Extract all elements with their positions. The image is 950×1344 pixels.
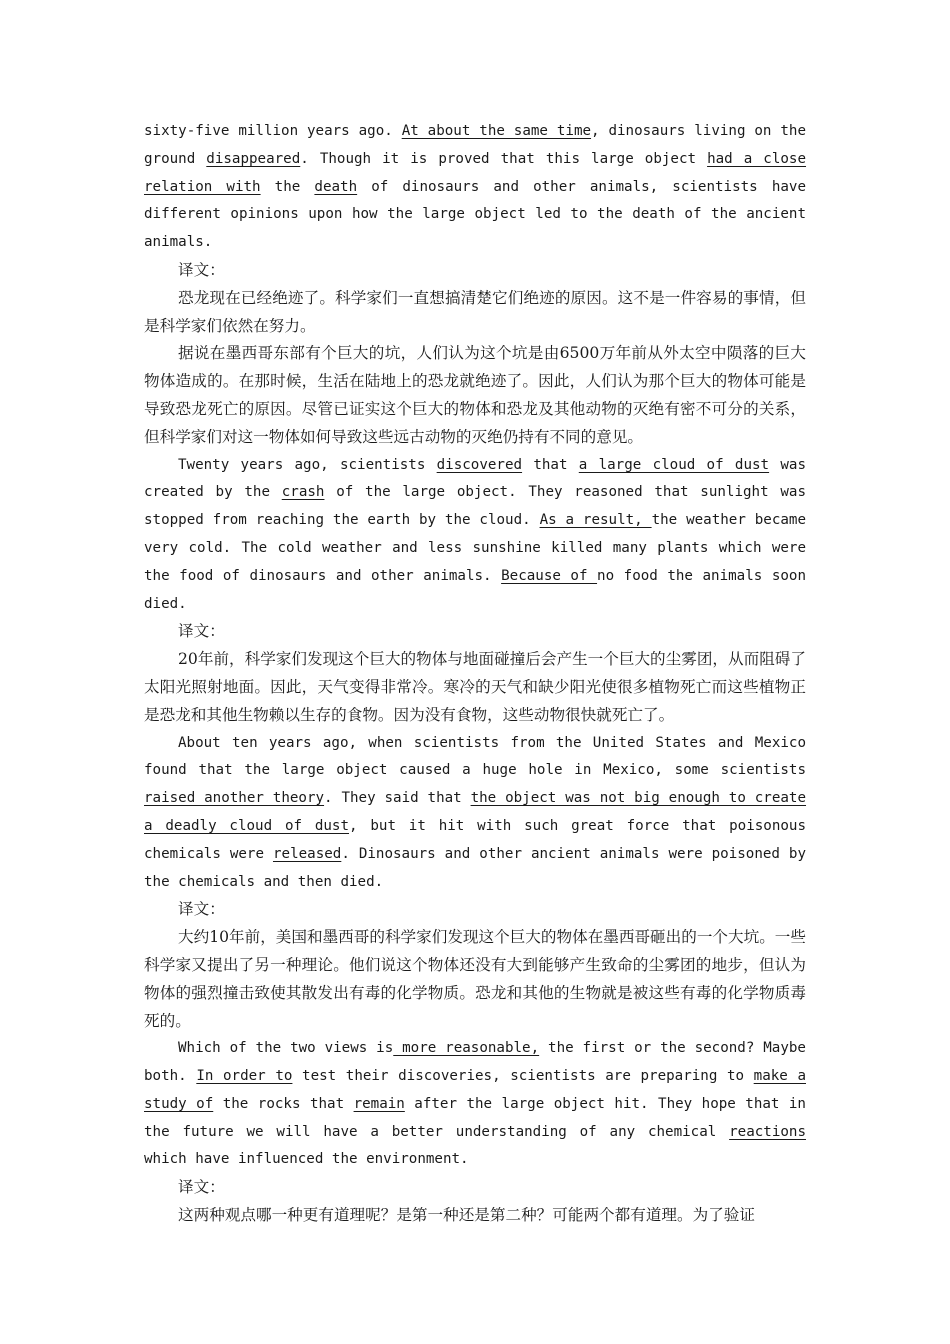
underlined-phrase: had a close relation with <box>144 150 807 195</box>
text-run: the <box>260 178 315 195</box>
underlined-phrase: Because of <box>501 567 598 584</box>
text-run: sixty-five million years ago. <box>144 123 402 139</box>
translation-label-2: 译文： <box>178 622 225 641</box>
text-run: the first or the second? Maybe both. <box>144 1040 806 1085</box>
english-paragraph-1 <box>144 118 806 257</box>
english-paragraph-3 <box>144 730 806 897</box>
text-run: . They said that <box>324 790 471 807</box>
underlined-phrase: reactions <box>729 1123 806 1140</box>
text-run: the rocks that <box>213 1095 354 1112</box>
underlined-phrase: At about the same time <box>401 123 592 139</box>
underlined-phrase: As a result, <box>539 512 652 529</box>
text-run: that <box>522 456 579 473</box>
translation-label-3: 译文： <box>178 900 225 919</box>
underlined-phrase: death <box>314 178 358 195</box>
underlined-phrase: In order to <box>196 1068 293 1085</box>
chinese-paragraph-2: 据说在墨西哥东部有个巨大的坑，人们认为这个坑是由6500万年前从外太空中陨落的巨大物体造成的。在那时候，生活在陆地上的恐龙就绝迹了。因此，人们认为那个巨大的物体可能是导致恐龙死亡的原因。尽管已证实这个巨大的物体和恐龙及其他动物的灭绝有密不可分的关系，但科学家们对这一物体如何导致这些远古动物的灭绝仍持有不同的意见。 <box>144 344 806 446</box>
text-run: of dinosaurs and other animals, scientists have different opinions upon how the large object led to the death of the ancient animals. <box>144 178 806 251</box>
text-run: Twenty years ago, scientists <box>178 456 437 473</box>
text-run: of the large object. They reasoned that sunlight was stopped from reaching the earth by the cloud. <box>144 484 806 529</box>
text-run: . Though it is proved that this large object <box>300 150 708 167</box>
text-run: About ten years ago, when scientists from the United States and Mexico found that the large object caused a huge hole in Mexico, some scientists <box>144 734 806 779</box>
text-run: the weather became very cold. The cold weather and less sunshine killed many plants which were the food of dinosaurs and other animals. <box>144 512 807 584</box>
text-run: was created by the <box>144 456 806 501</box>
chinese-paragraph-3: 20年前，科学家们发现这个巨大的物体与地面碰撞后会产生一个巨大的尘雾团，从而阻碍了太阳光照射地面。因此，天气变得非常冷。寒冷的天气和缺少阳光使很多植物死亡而这些植物正是恐龙和其他生物赖以生存的食物。因为没有食物，这些动物很快就死亡了。 <box>144 650 806 724</box>
english-paragraph-2 <box>144 452 806 619</box>
underlined-phrase: raised another theory <box>144 790 325 807</box>
text-run: no food the animals soon died. <box>144 567 806 612</box>
translation-label-4: 译文： <box>178 1178 225 1197</box>
underlined-phrase: more reasonable, <box>393 1040 540 1057</box>
underlined-phrase: the object was not big enough to create a deadly cloud of dust <box>144 790 807 834</box>
underlined-phrase: remain <box>353 1095 405 1112</box>
underlined-phrase: disappeared <box>206 150 301 167</box>
underlined-phrase: make a study of <box>144 1068 806 1112</box>
english-paragraph-4 <box>144 1035 806 1174</box>
chinese-paragraph-5: 这两种观点哪一种更有道理呢？是第一种还是第二种？可能两个都有道理。为了验证 <box>178 1206 755 1225</box>
text-run: test their discoveries, scientists are preparing to <box>292 1068 754 1085</box>
text-run: which have influenced the environment. <box>144 1151 469 1168</box>
underlined-phrase: discovered <box>436 456 523 473</box>
underlined-phrase: crash <box>281 484 325 501</box>
chinese-paragraph-1: 恐龙现在已经绝迹了。科学家们一直想搞清楚它们绝迹的原因。这不是一件容易的事情，但是科学家们依然在努力。 <box>144 288 806 335</box>
chinese-paragraph-4: 大约10年前，美国和墨西哥的科学家们发现这个巨大的物体在墨西哥砸出的一个大坑。一些科学家又提出了另一种理论。他们说这个物体还没有大到能够产生致命的尘雾团的地步，但认为物体的强烈撞击致使其散发出有毒的化学物质。恐龙和其他的生物就是被这些有毒的化学物质毒死的。 <box>144 928 806 1030</box>
text-run: , dinosaurs living on the ground <box>144 123 806 167</box>
underlined-phrase: released <box>272 845 342 862</box>
text-run: . Dinosaurs and other ancient animals were poisoned by the chemicals and then died. <box>144 845 806 890</box>
translation-label-1: 译文： <box>178 260 225 279</box>
text-run: Which of the two views is <box>178 1040 394 1057</box>
text-run: , but it hit with such great force that poisonous chemicals were <box>144 817 806 862</box>
text-run: after the large object hit. They hope that in the future we will have a better understanding of any chemical <box>144 1095 806 1140</box>
underlined-phrase: a large cloud of dust <box>578 456 770 473</box>
document-page <box>144 118 806 1230</box>
